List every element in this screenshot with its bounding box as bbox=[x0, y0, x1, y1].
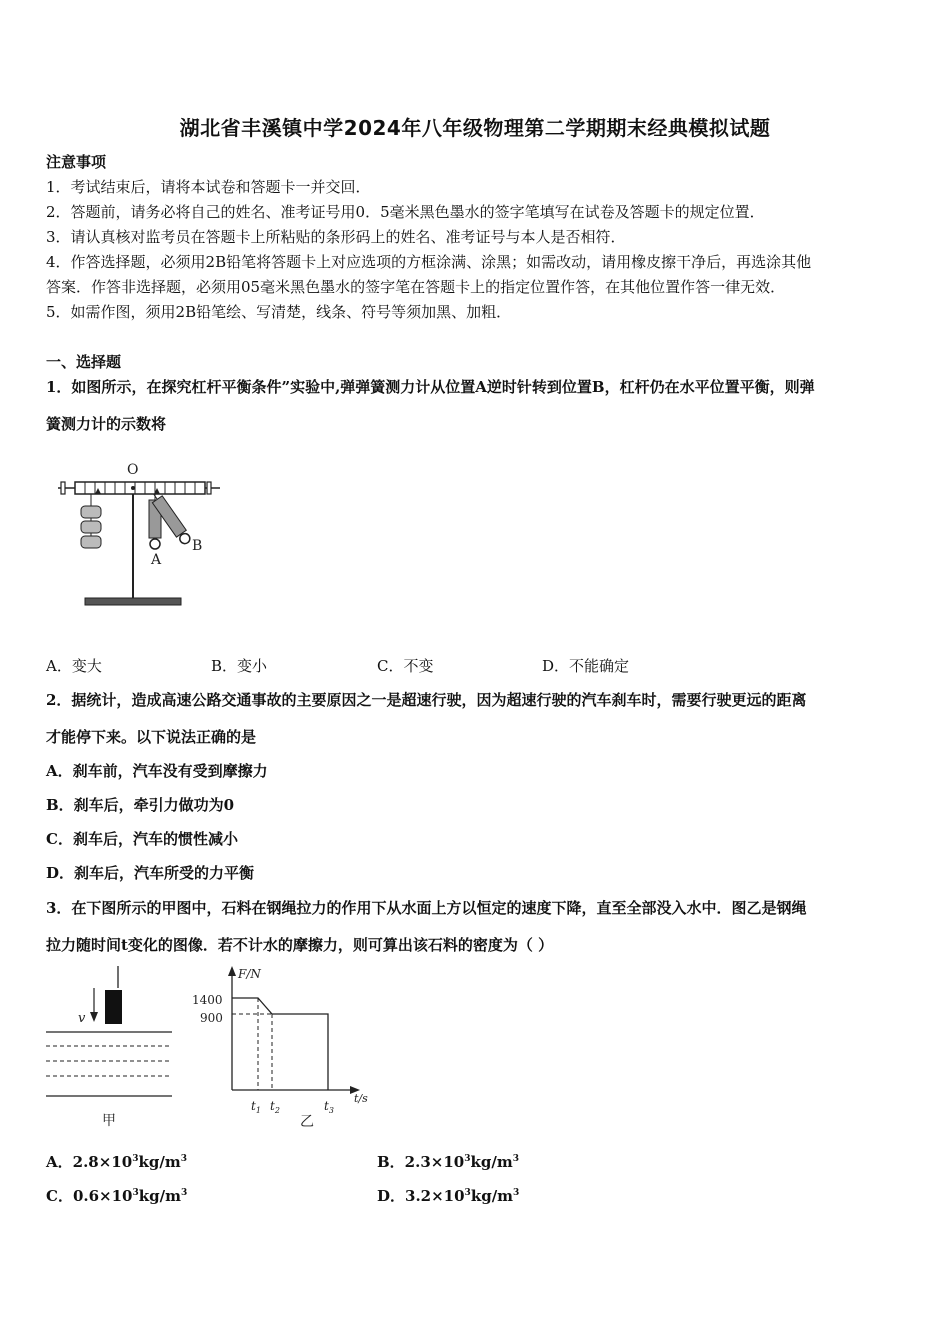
notice-item: 4．作答选择题，必须用2B铅笔将答题卡上对应选项的方框涂满、涂黑；如需改动，请用橡皮擦干净后，再选涂其他 bbox=[46, 253, 812, 271]
y-axis-label: F/N bbox=[238, 967, 261, 981]
notice-item: 1．考试结束后，请将本试卷和答题卡一并交回． bbox=[46, 178, 371, 196]
q2-stem-line2: 才能停下来。以下说法正确的是 bbox=[46, 728, 257, 746]
q1-option-a[interactable]: A．变大 bbox=[46, 657, 102, 675]
q1-lever-figure bbox=[55, 458, 225, 614]
q3-stem-line1: 3．在下图所示的甲图中，石料在钢绳拉力的作用下从水面上方以恒定的速度下降，直至全部没入水中．图乙是钢绳 bbox=[46, 899, 807, 917]
t1-label: $t_1$ bbox=[251, 1099, 261, 1115]
notice-heading: 注意事项 bbox=[46, 153, 107, 171]
q3-option-b[interactable]: B．$2.3\times 10^3kg/m^3$ bbox=[377, 1153, 519, 1171]
q2-option-c[interactable]: C．刹车后，汽车的惯性减小 bbox=[46, 830, 238, 848]
q3-stem-line2: 拉力随时间t变化的图像．若不计水的摩擦力，则可算出该石料的密度为（ ） bbox=[46, 936, 554, 954]
tick-1400: 1400 bbox=[192, 993, 223, 1007]
section-heading: 一、选择题 bbox=[46, 353, 122, 371]
notice-item: 3．请认真核对监考员在答题卡上所粘贴的条形码上的姓名、准考证号与本人是否相符． bbox=[46, 228, 626, 246]
notice-item: 答案．作答非选择题，必须用05毫米黑色墨水的签字笔在答题卡上的指定位置作答，在其他位置作答一律无效． bbox=[46, 278, 786, 296]
q1-stem-line1: 1．如图所示，在探究杠杆平衡条件”实验中,弹弹簧测力计从位置A逆时针转到位置B，杠杆仍在水平位置平衡，则弹 bbox=[46, 378, 815, 396]
q2-option-a[interactable]: A．刹车前，汽车没有受到摩擦力 bbox=[46, 762, 268, 780]
q3-figure-yi bbox=[188, 962, 374, 1134]
q1-stem-line2: 簧测力计的示数将 bbox=[46, 415, 167, 433]
notice-item: 5．如需作图，须用2B铅笔绘、写清楚，线条、符号等须加黑、加粗． bbox=[46, 303, 512, 321]
q1-option-c[interactable]: C．不变 bbox=[377, 657, 434, 675]
position-a-label: A bbox=[151, 552, 162, 568]
pivot-label: O bbox=[127, 462, 139, 478]
q2-option-d[interactable]: D．刹车后，汽车所受的力平衡 bbox=[46, 864, 255, 882]
q3-option-a[interactable]: A．$2.8\times 10^3kg/m^3$ bbox=[46, 1153, 187, 1171]
t2-label: $t_2$ bbox=[270, 1099, 280, 1115]
q3-option-c[interactable]: C．$0.6\times 10^3kg/m^3$ bbox=[46, 1187, 188, 1205]
tick-900: 900 bbox=[200, 1011, 223, 1025]
q1-option-b[interactable]: B．变小 bbox=[211, 657, 268, 675]
velocity-label: v bbox=[78, 1011, 86, 1026]
t3-label: $t_3$ bbox=[324, 1099, 334, 1115]
q3-option-d[interactable]: D．$3.2\times 10^3kg/m^3$ bbox=[377, 1187, 520, 1205]
q1-option-d[interactable]: D．不能确定 bbox=[542, 657, 630, 675]
page-title: 湖北省丰溪镇中学2024年八年级物理第二学期期末经典模拟试题 bbox=[179, 116, 771, 140]
figure-jia-caption: 甲 bbox=[102, 1113, 116, 1129]
figure-yi-caption: 乙 bbox=[300, 1114, 314, 1130]
q2-option-b[interactable]: B．刹车后，牵引力做功为0 bbox=[46, 796, 235, 814]
q2-stem-line1: 2．据统计，造成高速公路交通事故的主要原因之一是超速行驶，因为超速行驶的汽车刹车时，需要行驶更远的距离 bbox=[46, 691, 807, 709]
q3-figure-jia bbox=[44, 966, 176, 1132]
x-axis-label: t/s bbox=[354, 1092, 368, 1105]
position-b-label: B bbox=[192, 538, 203, 554]
notice-item: 2．答题前，请务必将自己的姓名、准考证号用0．5毫米黑色墨水的签字笔填写在试卷及答题卡的规定位置． bbox=[46, 203, 765, 221]
